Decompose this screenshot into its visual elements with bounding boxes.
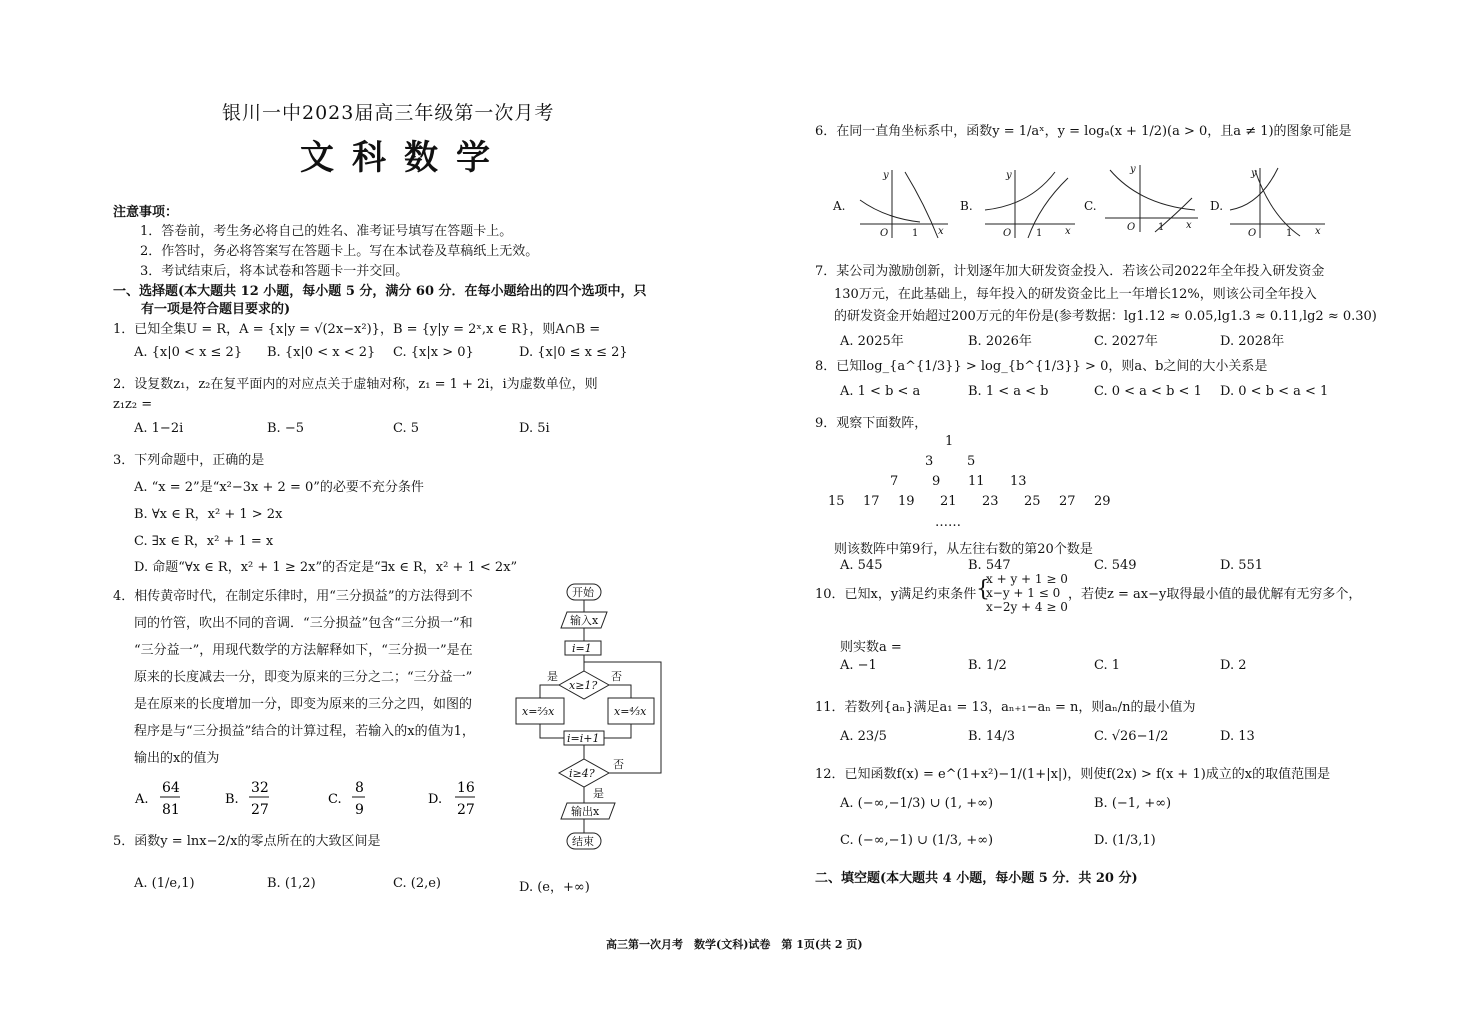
q9-cell: 5: [967, 454, 976, 469]
q2-option-d: D. 5i: [519, 421, 550, 436]
flow-right: x=⁴⁄₃x: [614, 705, 647, 718]
q4-option-b-label: B.: [225, 792, 239, 807]
q6-graph-c-y-label: y: [1130, 164, 1136, 175]
q10-stem: 10．已知x，y满足约束条件: [815, 587, 977, 602]
q6-graph-a-o-label: O: [880, 228, 889, 239]
q9-cell: 25: [1024, 494, 1041, 509]
q9-cell: 19: [898, 494, 915, 509]
q4-line: 4．相传黄帝时代，在制定乐律时，用“三分损益”的方法得到不: [113, 589, 473, 604]
q8-option-a: A. 1 < b < a: [840, 384, 921, 399]
flow-left: x=⅔x: [522, 705, 555, 718]
flow-start: 开始: [572, 586, 594, 599]
flow-cond1: x≥1?: [569, 679, 598, 692]
q5-option-c: C. (2,e): [393, 876, 441, 891]
q8-stem: 8．已知log_{a^{1/3}} > log_{b^{1/3}} > 0，则a、b之间的大小关系是: [815, 359, 1268, 374]
q9-stem: 9．观察下面数阵，: [815, 416, 928, 431]
q8-option-c: C. 0 < a < b < 1: [1094, 384, 1202, 399]
q6-graph-d-one-label: 1: [1286, 228, 1293, 239]
flow-end: 结束: [572, 835, 594, 848]
q4-option-a-num: 64: [162, 780, 180, 796]
q9-cell: 13: [1010, 474, 1027, 489]
q4-line: 是在原来的长度增加一分，即变为原来的三分之四，如图的: [134, 697, 473, 712]
q11-option-a: A. 23/5: [840, 729, 887, 744]
q4-option-d-label: D.: [428, 792, 443, 807]
q9-ask: 则该数阵中第9行，从左往右数的第20个数是: [834, 542, 1093, 557]
q6-graph-a-y-label: y: [883, 170, 889, 181]
notice-heading: 注意事项：: [113, 205, 179, 220]
flow-no: 否: [611, 670, 622, 683]
q6-graph-d: [1230, 168, 1325, 238]
q2-stem: 2．设复数z₁，z₂在复平面内的对应点关于虚轴对称，z₁ = 1 + 2i，i为虚数单位，则: [113, 377, 598, 392]
section1-heading-cont: 有一项是符合题目要求的): [141, 302, 291, 317]
q5-option-a: A. (1/e,1): [134, 876, 195, 891]
q4-option-a-label: A.: [135, 792, 149, 807]
q9-cell: 21: [940, 494, 957, 509]
q6-graph-c-o-label: O: [1127, 222, 1136, 233]
q10-option-b: B. 1/2: [968, 658, 1007, 673]
q11-stem: 11．若数列{aₙ}满足a₁ = 13，aₙ₊₁−aₙ = n，则aₙ/n的最小值为: [815, 700, 1196, 715]
q3-stem: 3．下列命题中，正确的是: [113, 453, 265, 468]
q7-option-c: C. 2027年: [1094, 334, 1158, 349]
q6-graph-c-x-label: x: [1186, 220, 1192, 231]
q6-graph-b-o-label: O: [1003, 228, 1012, 239]
q12-stem: 12．已知函数f(x) = e^(1+x²)−1/(1+|x|)，则使f(2x) > f(x + 1)成立的x的取值范围是: [815, 767, 1331, 782]
q8-option-d: D. 0 < b < a < 1: [1220, 384, 1329, 399]
q6-graph-d-o-label: O: [1248, 228, 1257, 239]
q9-option-b: B. 547: [968, 558, 1011, 573]
q2-stem-cont: z₁z₂ =: [113, 397, 153, 412]
subject-title: 文科数学: [300, 138, 508, 178]
q9-cell: 27: [1059, 494, 1076, 509]
q2-option-a: A. 1−2i: [134, 421, 184, 436]
flow-cond2: i≥4?: [569, 767, 595, 780]
q7-option-b: B. 2026年: [968, 334, 1032, 349]
flow-yes: 是: [547, 670, 558, 683]
q10-stem-cont: 则实数a =: [840, 640, 902, 655]
q2-option-c: C. 5: [393, 421, 420, 436]
q4-option-b-num: 32: [251, 780, 269, 796]
q1-stem: 1．已知全集U = R，A = {x|y = √(2x−x²)}，B = {y|y = 2ˣ,x ∈ R}，则A∩B =: [113, 322, 601, 337]
q9-cell: 7: [890, 474, 899, 489]
q7-stem-cont2: 的研发资金开始超过200万元的年份是(参考数据：lg1.12 ≈ 0.05,lg1.3 ≈ 0.11,lg2 ≈ 0.30): [834, 309, 1377, 324]
q10-option-d: D. 2: [1220, 658, 1247, 673]
flow-no2: 否: [613, 758, 624, 771]
q6-graph-b-y-label: y: [1006, 170, 1012, 181]
q6-option-b: B.: [960, 199, 973, 213]
q4-option-d-num: 16: [457, 780, 475, 796]
q11-option-d: D. 13: [1220, 729, 1255, 744]
q9-cell: 11: [968, 474, 985, 489]
q9-cell: 15: [828, 494, 845, 509]
q10-constraint: x−y + 1 ≤ 0: [986, 586, 1061, 600]
q9-option-d: D. 551: [1220, 558, 1264, 573]
q5-stem: 5．函数y = lnx−2/x的零点所在的大致区间是: [113, 834, 381, 849]
q9-cell: 1: [945, 434, 954, 449]
q9-cell: 3: [925, 454, 934, 469]
notice-item: 3．考试结束后，将本试卷和答题卡一并交回。: [140, 264, 409, 279]
q6-graph-d-y-label: y: [1251, 168, 1257, 179]
q9-cell: 9: [932, 474, 941, 489]
section2-heading: 二、填空题(本大题共 4 小题，每小题 5 分．共 20 分): [815, 871, 1138, 886]
q6-graph-a-x-label: x: [938, 226, 944, 237]
q10-constraint: x + y + 1 ≥ 0: [986, 572, 1068, 586]
q4-flowchart: [505, 578, 675, 853]
q9-cell: 23: [982, 494, 999, 509]
q6-graph-c: [1105, 165, 1198, 232]
flow-incr: i=i+1: [567, 732, 600, 745]
flow-output: 输出x: [571, 805, 600, 818]
q4-line: “三分益一”，用现代数学的方法解释如下，“三分损一”是在: [134, 643, 473, 658]
q7-stem-cont: 130万元，在此基础上，每年投入的研发资金比上一年增长12%，则该公司全年投入: [834, 287, 1317, 302]
q1-option-a: A. {x|0 < x ≤ 2}: [134, 345, 243, 360]
q4-option-d-den: 27: [457, 802, 475, 818]
q6-graph-b: [985, 170, 1075, 238]
q1-option-c: C. {x|x > 0}: [393, 345, 474, 360]
flow-yes2: 是: [593, 787, 604, 800]
q3-option-c: C. ∃x ∈ R，x² + 1 = x: [134, 534, 274, 549]
notice-item: 2．作答时，务必将答案写在答题卡上。写在本试卷及草稿纸上无效。: [140, 244, 539, 259]
q4-line: 同的竹管，吹出不同的音调．“三分损益”包含“三分损一”和: [134, 616, 473, 631]
q4-option-c-label: C.: [328, 792, 342, 807]
q6-graph-a: [860, 170, 948, 238]
page-footer: 高三第一次月考 数学(文科)试卷 第 1页(共 2 页): [606, 938, 863, 951]
q10-option-c: C. 1: [1094, 658, 1121, 673]
q4-line: 原来的长度减去一分，即变为原来的三分之二；“三分益一”: [134, 670, 473, 685]
q4-line: 输出的x的值为: [134, 751, 220, 766]
q6-option-c: C.: [1084, 199, 1097, 213]
q7-option-a: A. 2025年: [840, 334, 904, 349]
q6-graph-d-x-label: x: [1315, 226, 1321, 237]
q4-option-c-num: 8: [355, 780, 364, 796]
q3-option-d: D. 命题“∀x ∈ R，x² + 1 ≥ 2x”的否定是“∃x ∈ R，x² + 1 < 2x”: [134, 560, 518, 575]
q7-option-d: D. 2028年: [1220, 334, 1285, 349]
q8-option-b: B. 1 < a < b: [968, 384, 1049, 399]
q3-option-b: B. ∀x ∈ R，x² + 1 > 2x: [134, 507, 283, 522]
q2-option-b: B. −5: [267, 421, 304, 436]
q9-option-a: A. 545: [840, 558, 883, 573]
notice-item: 1．答卷前，考生务必将自己的姓名、准考证号填写在答题卡上。: [140, 224, 513, 239]
q1-option-d: D. {x|0 ≤ x ≤ 2}: [519, 345, 628, 360]
q9-cell: 17: [863, 494, 880, 509]
q12-option-b: B. (−1, +∞): [1094, 796, 1172, 811]
q1-option-b: B. {x|0 < x < 2}: [267, 345, 376, 360]
q4-option-a-den: 81: [162, 802, 180, 818]
q6-option-a: A.: [833, 199, 846, 213]
q4-line: 程序是与“三分损益”结合的计算过程，若输入的x的值为1，: [134, 724, 475, 739]
q5-option-b: B. (1,2): [267, 876, 316, 891]
q6-graph-a-one-label: 1: [912, 228, 919, 239]
q4-options: [130, 776, 490, 818]
q12-option-a: A. (−∞,−1/3) ∪ (1, +∞): [840, 796, 994, 811]
q10-stem-tail: ，若使z = ax−y取得最小值的最优解有无穷多个，: [1068, 587, 1362, 602]
q6-graph-b-one-label: 1: [1036, 228, 1043, 239]
q10-constraint: x−2y + 4 ≥ 0: [986, 600, 1068, 614]
q11-option-b: B. 14/3: [968, 729, 1016, 744]
q4-option-c-den: 9: [355, 802, 364, 818]
q9-dots: ……: [935, 515, 961, 530]
section1-heading: 一、选择题(本大题共 12 小题，每小题 5 分，满分 60 分．在每小题给出的四个选项中，只: [113, 284, 647, 299]
q6-graphs: [830, 160, 1340, 242]
q3-option-a: A. “x = 2”是“x²−3x + 2 = 0”的必要不充分条件: [134, 480, 424, 495]
q12-option-c: C. (−∞,−1) ∪ (1/3, +∞): [840, 833, 994, 848]
q9-cell: 29: [1094, 494, 1111, 509]
flow-init: i=1: [572, 642, 592, 655]
school-title: 银川一中2023届高三年级第一次月考: [222, 102, 555, 124]
q9-option-c: C. 549: [1094, 558, 1137, 573]
q12-option-d: D. (1/3,1): [1094, 833, 1156, 848]
flow-input: 输入x: [570, 614, 599, 627]
q5-option-d: D. (e，+∞): [519, 880, 590, 895]
q6-graph-b-x-label: x: [1065, 226, 1071, 237]
q6-option-d: D.: [1210, 199, 1224, 213]
q10-option-a: A. −1: [840, 658, 877, 673]
q4-option-b-den: 27: [251, 802, 269, 818]
q11-option-c: C. √26−1/2: [1094, 729, 1169, 744]
q10-brace: {: [976, 577, 990, 602]
q6-stem: 6．在同一直角坐标系中，函数y = 1/aˣ，y = logₐ(x + 1/2)(a > 0，且a ≠ 1)的图象可能是: [815, 124, 1352, 139]
q7-stem: 7．某公司为激励创新，计划逐年加大研发资金投入．若该公司2022年全年投入研发资金: [815, 264, 1325, 279]
q6-graph-c-one-label: 1: [1158, 222, 1165, 233]
